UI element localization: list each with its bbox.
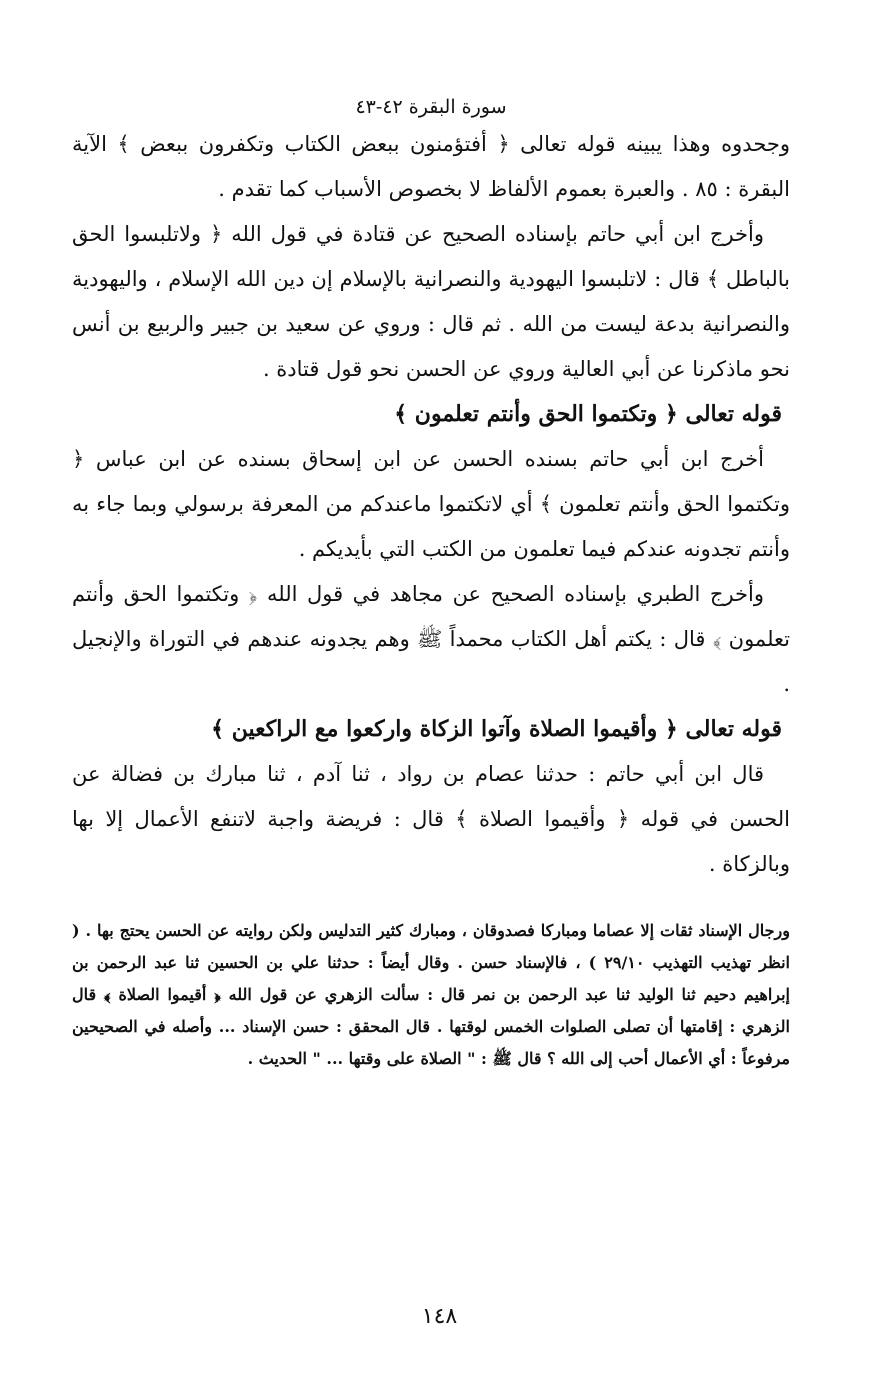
paragraph-3: أخرج ابن أبي حاتم بسنده الحسن عن ابن إسحاق بسنده عن ابن عباس ﴿ وتكتموا الحق وأنتم تعلمون ﴾ أي لاتكتموا ماعندكم من المعرفة برسولي وبما جاء به وأنتم تجدونه عندكم فيما تعلمون من الكتب التي بأيديكم . [72,447,790,561]
page-content [72,92,790,1075]
section-heading-2: قوله تعالى ﴿ وأقيموا الصلاة وآتوا الزكاة واركعوا مع الراكعين ﴾ [211,716,782,742]
running-header: سورة البقرة ٤٢-٤٣ [355,96,507,118]
paragraph-1: وجحدوه وهذا يبينه قوله تعالى ﴿ أفتؤمنون ببعض الكتاب وتكفرون ببعض ﴾ الآية البقرة : ٨٥ . والعبرة بعموم الألفاظ لا بخصوص الأسباب كما تقدم . [72,132,790,201]
paragraph-4: وأخرج الطبري بإسناده الصحيح عن مجاهد في قول الله ﴿ وتكتموا الحق وأنتم تعلمون ﴾ قال : يكتم أهل الكتاب محمداً ﷺ وهم يجدونه عندهم في التوراة والإنجيل . [72,582,790,696]
footnote-block [72,915,790,1075]
page-number: ١٤٨ [421,1304,458,1329]
paragraph-2: وأخرج ابن أبي حاتم بإسناده الصحيح عن قتادة في قول الله ﴿ ولاتلبسوا الحق بالباطل ﴾ قال : لاتلبسوا اليهودية والنصرانية بالإسلام إن دين الله الإسلام ، واليهودية والنصرانية بدعة ليست من الله . ثم قال : وروي عن سعيد بن جبير والربيع بن أنس نحو ماذكرنا عن أبي العالية وروي عن الحسن نحو قول قتادة . [72,222,790,381]
footnote-text: ورجال الإسناد ثقات إلا عصاما ومباركا فصدوقان ، ومبارك كثير التدليس ولكن روايته عن الحسن يحتج بها . ( انظر تهذيب التهذيب ٢٩/١٠ ) ، فالإسناد حسن . وقال أيضاً : حدثنا علي بن الحسين ثنا عبد الرحمن بن إبراهيم دحيم ثنا الوليد ثنا عبد الرحمن بن نمر قال : سألت الزهري عن قول الله ﴿ أقيموا الصلاة ﴾ قال الزهري : إقامتها أن تصلى الصلوات الخمس لوقتها . قال المحقق : حسن الإسناد ... وأصله في الصحيحين مرفوعاً : أي الأعمال أحب إلى الله ؟ قال ﷺ : " الصلاة على وقتها ... " الحديث . [72,921,790,1068]
paragraph-5: قال ابن أبي حاتم : حدثنا عصام بن رواد ، ثنا آدم ، ثنا مبارك بن فضالة عن الحسن في قوله ﴿ وأقيموا الصلاة ﴾ قال : فريضة واجبة لاتنفع الأعمال إلا بها وبالزكاة . [72,762,790,876]
section-heading-1: قوله تعالى ﴿ وتكتموا الحق وأنتم تعلمون ﴾ [394,401,782,427]
